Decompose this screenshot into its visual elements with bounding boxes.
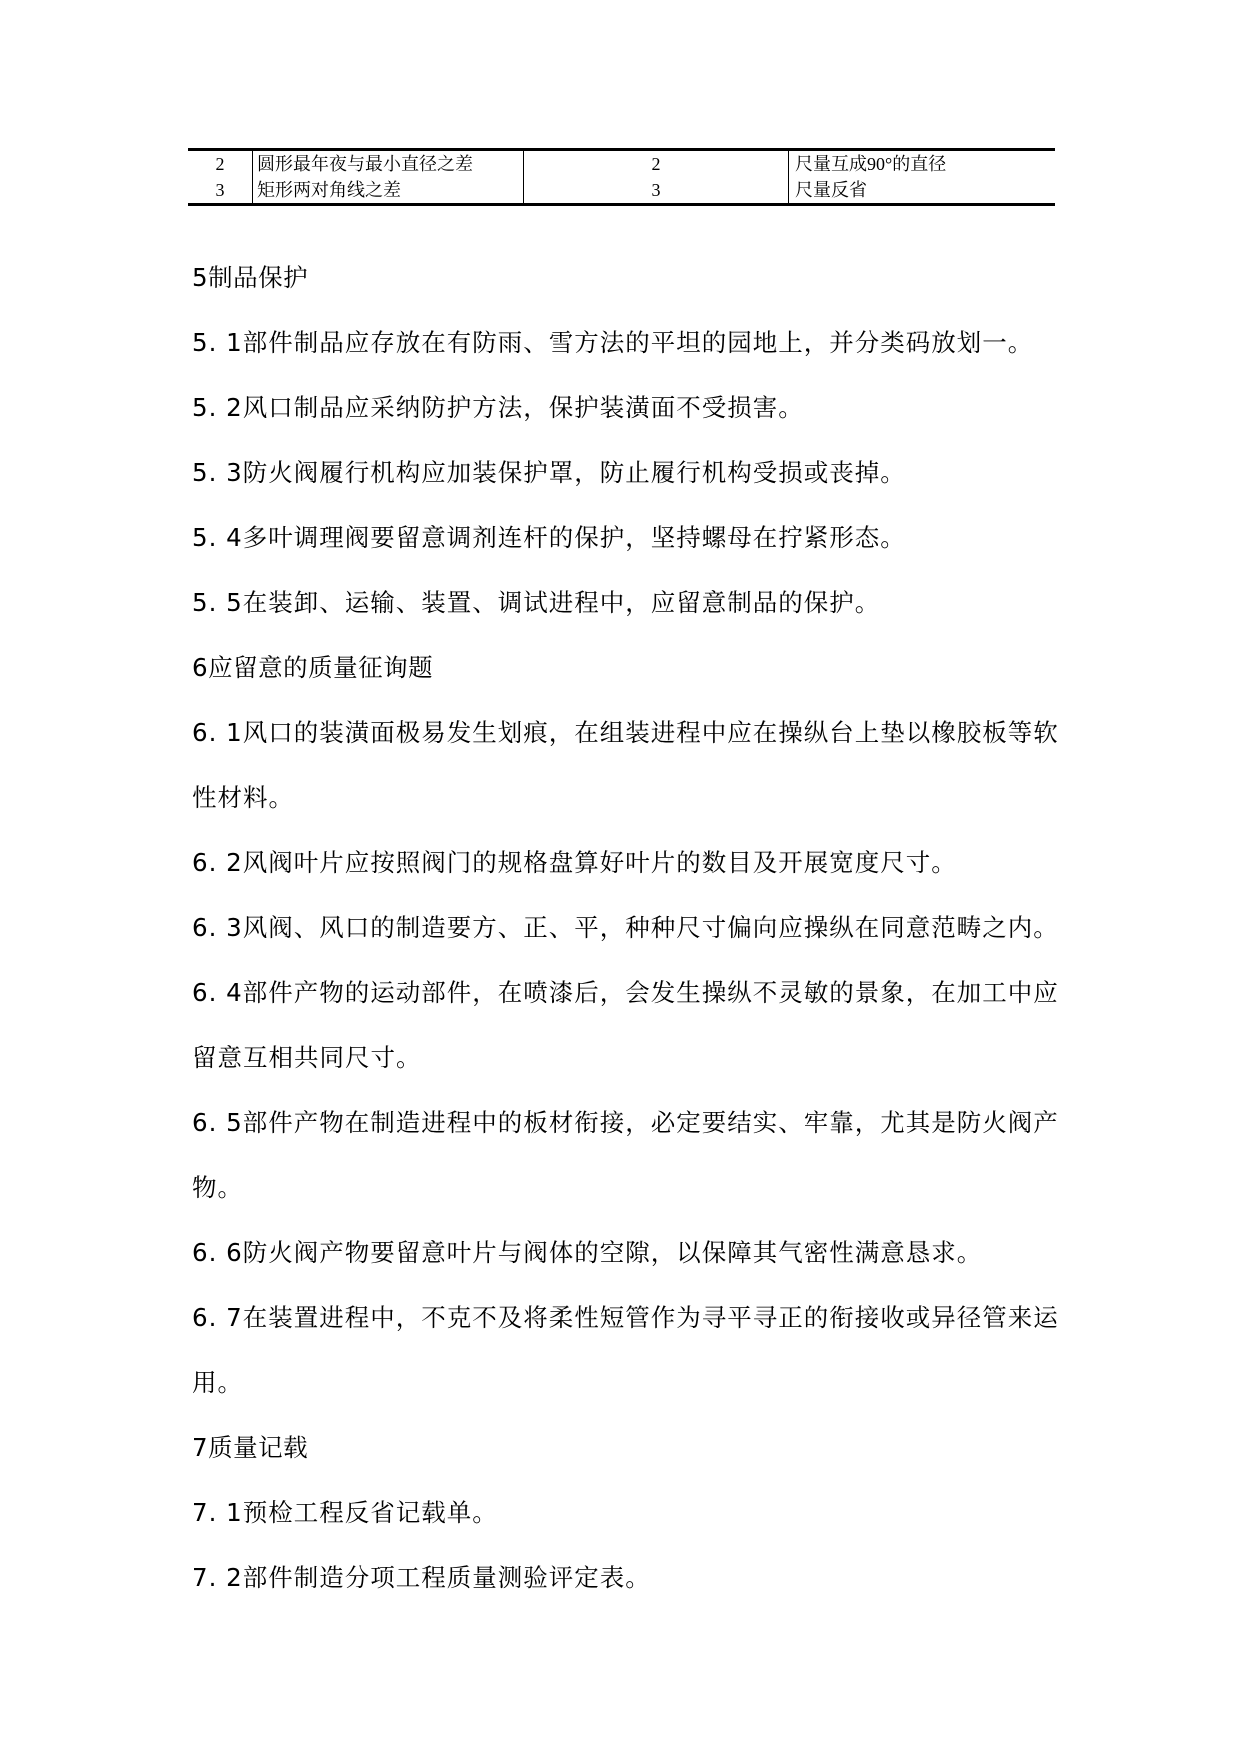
table-row	[188, 150, 1055, 178]
paragraph: 性材料。	[192, 783, 294, 812]
paragraph: 6. 4部件产物的运动部件，在喷漆后，会发生操纵不灵敏的景象，在加工中应	[192, 978, 1059, 1007]
row-item: 矩形两对角线之差	[253, 177, 524, 205]
paragraph: 6. 6防火阀产物要留意叶片与阀体的空隙，以保障其气密性满意恳求。	[192, 1238, 983, 1267]
row-allowance: 3	[524, 177, 789, 205]
paragraph: 6. 3风阀、风口的制造要方、正、平，种种尺寸偏向应操纵在同意范畴之内。	[192, 913, 1059, 942]
row-method: 尺量互成90°的直径	[795, 154, 947, 174]
section-heading: 5制品保护	[192, 263, 309, 292]
paragraph: 6. 7在装置进程中，不克不及将柔性短管作为寻平寻正的衔接收或异径管来运	[192, 1303, 1059, 1332]
paragraph: 5. 5在装卸、运输、装置、调试进程中，应留意制品的保护。	[192, 588, 881, 617]
paragraph: 6. 2风阀叶片应按照阀门的规格盘算好叶片的数目及开展宽度尺寸。	[192, 848, 957, 877]
paragraph: 5. 4多叶调理阀要留意调剂连杆的保护，坚持螺母在拧紧形态。	[192, 523, 906, 552]
paragraph: 6. 5部件产物在制造进程中的板材衔接，必定要结实、牢靠，尤其是防火阀产	[192, 1108, 1059, 1137]
paragraph: 6. 1风口的装潢面极易发生划痕，在组装进程中应在操纵台上垫以橡胶板等软	[192, 718, 1059, 747]
inspection-table-wrap	[188, 148, 1055, 206]
paragraph: 5. 2风口制品应采纳防护方法，保护装潢面不受损害。	[192, 393, 804, 422]
table-row	[188, 177, 1055, 205]
paragraph: 7. 2部件制造分项工程质量测验评定表。	[192, 1563, 651, 1592]
paragraph: 7. 1预检工程反省记载单。	[192, 1498, 498, 1527]
inspection-table	[188, 148, 1055, 206]
paragraph: 5. 1部件制品应存放在有防雨、雪方法的平坦的园地上，并分类码放划一。	[192, 328, 1034, 357]
row-number: 3	[188, 177, 253, 205]
row-allowance: 2	[524, 150, 789, 178]
paragraph: 留意互相共同尺寸。	[192, 1043, 422, 1072]
paragraph: 物。	[192, 1173, 243, 1202]
paragraph: 用。	[192, 1368, 243, 1397]
section-heading: 7质量记载	[192, 1433, 309, 1462]
row-item: 圆形最年夜与最小直径之差	[253, 150, 524, 178]
row-method: 尺量反省	[795, 180, 867, 200]
paragraph: 5. 3防火阀履行机构应加装保护罩，防止履行机构受损或丧掉。	[192, 458, 906, 487]
row-number: 2	[188, 150, 253, 178]
section-heading: 6应留意的质量征询题	[192, 653, 434, 682]
